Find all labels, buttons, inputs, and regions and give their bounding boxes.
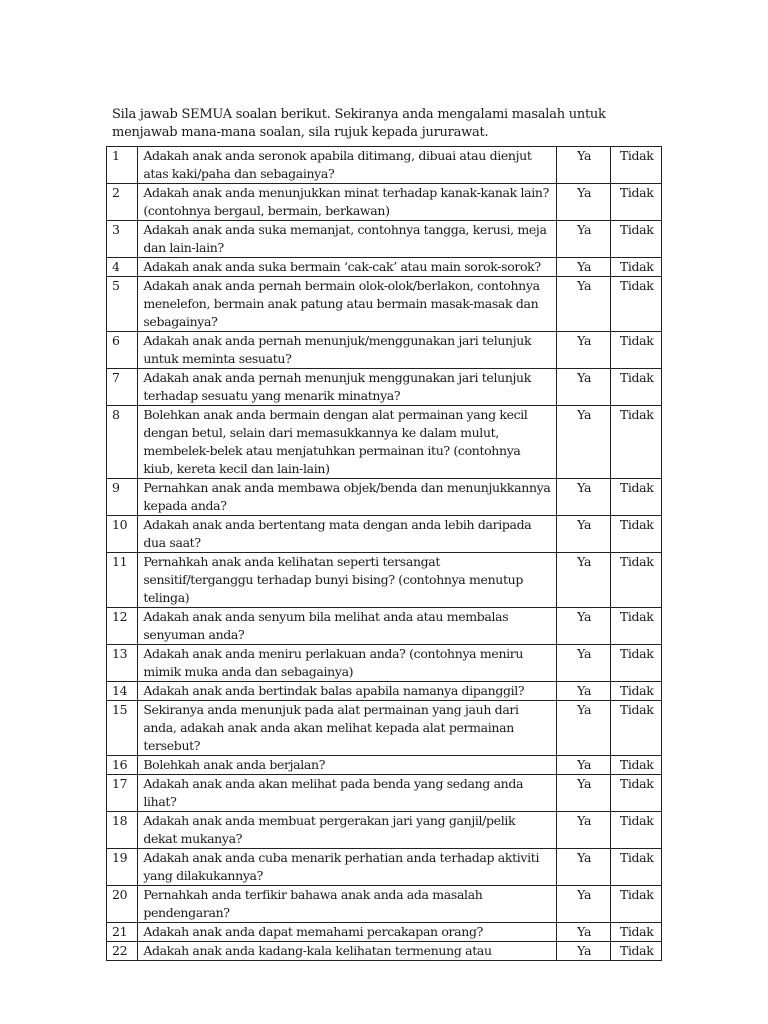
question-number: 6 bbox=[107, 332, 138, 369]
answer-yes-option[interactable]: Ya bbox=[556, 277, 611, 332]
question-text: Adakah anak anda bertindak balas apabila namanya dipanggil? bbox=[138, 682, 557, 701]
question-number: 21 bbox=[107, 923, 138, 942]
question-text: Adakah anak anda membuat pergerakan jari yang ganjil/pelik dekat mukanya? bbox=[138, 812, 557, 849]
question-row bbox=[107, 332, 662, 369]
answer-no-option[interactable]: Tidak bbox=[611, 942, 662, 961]
question-number: 4 bbox=[107, 258, 138, 277]
question-number: 16 bbox=[107, 756, 138, 775]
answer-no-option[interactable]: Tidak bbox=[611, 923, 662, 942]
question-text: Pernahkah anda terfikir bahawa anak anda ada masalah pendengaran? bbox=[138, 886, 557, 923]
answer-no-option[interactable]: Tidak bbox=[611, 645, 662, 682]
question-text: Adakah anak anda dapat memahami percakapan orang? bbox=[138, 923, 557, 942]
answer-no-option[interactable]: Tidak bbox=[611, 147, 662, 184]
question-text: Sekiranya anda menunjuk pada alat permainan yang jauh dari anda, adakah anak anda akan melihat kepada alat permainan tersebut? bbox=[138, 701, 557, 756]
answer-yes-option[interactable]: Ya bbox=[556, 553, 611, 608]
question-text: Adakah anak anda cuba menarik perhatian anda terhadap aktiviti yang dilakukannya? bbox=[138, 849, 557, 886]
answer-no-option[interactable]: Tidak bbox=[611, 701, 662, 756]
question-number: 14 bbox=[107, 682, 138, 701]
question-row bbox=[107, 608, 662, 645]
question-number: 22 bbox=[107, 942, 138, 961]
question-number: 12 bbox=[107, 608, 138, 645]
question-text: Adakah anak anda meniru perlakuan anda? (contohnya meniru mimik muka anda dan sebagainya) bbox=[138, 645, 557, 682]
question-number: 3 bbox=[107, 221, 138, 258]
question-row bbox=[107, 942, 662, 961]
question-row bbox=[107, 369, 662, 406]
question-text: Adakah anak anda bertentang mata dengan anda lebih daripada dua saat? bbox=[138, 516, 557, 553]
question-text: Adakah anak anda pernah bermain olok-olok/berlakon, contohnya menelefon, bermain anak patung atau bermain masak-masak dan sebagainya? bbox=[138, 277, 557, 332]
question-row bbox=[107, 406, 662, 479]
answer-yes-option[interactable]: Ya bbox=[556, 258, 611, 277]
answer-yes-option[interactable]: Ya bbox=[556, 923, 611, 942]
question-text: Pernahkan anak anda membawa objek/benda dan menunjukkannya kepada anda? bbox=[138, 479, 557, 516]
question-number: 10 bbox=[107, 516, 138, 553]
question-row bbox=[107, 849, 662, 886]
question-number: 17 bbox=[107, 775, 138, 812]
answer-yes-option[interactable]: Ya bbox=[556, 479, 611, 516]
answer-no-option[interactable]: Tidak bbox=[611, 608, 662, 645]
question-row bbox=[107, 258, 662, 277]
question-number: 20 bbox=[107, 886, 138, 923]
question-row bbox=[107, 756, 662, 775]
question-text: Adakah anak anda seronok apabila ditimang, dibuai atau dienjut atas kaki/paha dan sebagainya? bbox=[138, 147, 557, 184]
question-row bbox=[107, 812, 662, 849]
question-text: Adakah anak anda senyum bila melihat anda atau membalas senyuman anda? bbox=[138, 608, 557, 645]
answer-no-option[interactable]: Tidak bbox=[611, 479, 662, 516]
answer-yes-option[interactable]: Ya bbox=[556, 369, 611, 406]
answer-no-option[interactable]: Tidak bbox=[611, 332, 662, 369]
question-row bbox=[107, 277, 662, 332]
answer-yes-option[interactable]: Ya bbox=[556, 756, 611, 775]
answer-no-option[interactable]: Tidak bbox=[611, 369, 662, 406]
question-number: 9 bbox=[107, 479, 138, 516]
question-number: 15 bbox=[107, 701, 138, 756]
question-number: 1 bbox=[107, 147, 138, 184]
question-number: 18 bbox=[107, 812, 138, 849]
answer-yes-option[interactable]: Ya bbox=[556, 147, 611, 184]
question-text: Bolehkah anak anda berjalan? bbox=[138, 756, 557, 775]
answer-no-option[interactable]: Tidak bbox=[611, 756, 662, 775]
answer-yes-option[interactable]: Ya bbox=[556, 608, 611, 645]
answer-no-option[interactable]: Tidak bbox=[611, 849, 662, 886]
answer-yes-option[interactable]: Ya bbox=[556, 849, 611, 886]
answer-yes-option[interactable]: Ya bbox=[556, 775, 611, 812]
question-number: 5 bbox=[107, 277, 138, 332]
answer-no-option[interactable]: Tidak bbox=[611, 886, 662, 923]
question-row bbox=[107, 645, 662, 682]
instructions-text: Sila jawab SEMUA soalan berikut. Sekiranya anda mengalami masalah untuk menjawab mana-mana soalan, sila rujuk kepada jururawat. bbox=[112, 107, 606, 140]
answer-no-option[interactable]: Tidak bbox=[611, 277, 662, 332]
question-number: 8 bbox=[107, 406, 138, 479]
question-text: Bolehkan anak anda bermain dengan alat permainan yang kecil dengan betul, selain dari memasukkannya ke dalam mulut, membelek-belek atau menjatuhkan permainan itu? (contohnya kiub, kereta kecil dan lain-lain) bbox=[138, 406, 557, 479]
question-row bbox=[107, 221, 662, 258]
questionnaire-table bbox=[106, 146, 662, 961]
answer-no-option[interactable]: Tidak bbox=[611, 553, 662, 608]
answer-no-option[interactable]: Tidak bbox=[611, 406, 662, 479]
answer-no-option[interactable]: Tidak bbox=[611, 221, 662, 258]
question-row bbox=[107, 923, 662, 942]
question-text: Pernahkah anak anda kelihatan seperti tersangat sensitif/terganggu terhadap bunyi bising? (contohnya menutup telinga) bbox=[138, 553, 557, 608]
question-text: Adakah anak anda pernah menunjuk/menggunakan jari telunjuk untuk meminta sesuatu? bbox=[138, 332, 557, 369]
answer-yes-option[interactable]: Ya bbox=[556, 812, 611, 849]
answer-yes-option[interactable]: Ya bbox=[556, 645, 611, 682]
question-row bbox=[107, 775, 662, 812]
question-number: 11 bbox=[107, 553, 138, 608]
questionnaire-body bbox=[107, 147, 662, 961]
question-row bbox=[107, 701, 662, 756]
question-text: Adakah anak anda suka bermain ‘cak-cak’ atau main sorok-sorok? bbox=[138, 258, 557, 277]
question-number: 2 bbox=[107, 184, 138, 221]
question-row bbox=[107, 682, 662, 701]
answer-no-option[interactable]: Tidak bbox=[611, 184, 662, 221]
question-text: Adakah anak anda pernah menunjuk menggunakan jari telunjuk terhadap sesuatu yang menarik minatnya? bbox=[138, 369, 557, 406]
question-text: Adakah anak anda menunjukkan minat terhadap kanak-kanak lain? (contohnya bergaul, bermain, berkawan) bbox=[138, 184, 557, 221]
answer-yes-option[interactable]: Ya bbox=[556, 406, 611, 479]
answer-yes-option[interactable]: Ya bbox=[556, 701, 611, 756]
answer-yes-option[interactable]: Ya bbox=[556, 516, 611, 553]
answer-yes-option[interactable]: Ya bbox=[556, 332, 611, 369]
answer-yes-option[interactable]: Ya bbox=[556, 682, 611, 701]
question-row bbox=[107, 886, 662, 923]
answer-yes-option[interactable]: Ya bbox=[556, 221, 611, 258]
question-number: 7 bbox=[107, 369, 138, 406]
answer-no-option[interactable]: Tidak bbox=[611, 516, 662, 553]
answer-no-option[interactable]: Tidak bbox=[611, 258, 662, 277]
question-number: 19 bbox=[107, 849, 138, 886]
answer-no-option[interactable]: Tidak bbox=[611, 775, 662, 812]
answer-no-option[interactable]: Tidak bbox=[611, 812, 662, 849]
question-row bbox=[107, 516, 662, 553]
answer-yes-option[interactable]: Ya bbox=[556, 886, 611, 923]
question-number: 13 bbox=[107, 645, 138, 682]
answer-no-option[interactable]: Tidak bbox=[611, 682, 662, 701]
question-text: Adakah anak anda kadang-kala kelihatan termenung atau bbox=[138, 942, 557, 961]
question-text: Adakah anak anda suka memanjat, contohnya tangga, kerusi, meja dan lain-lain? bbox=[138, 221, 557, 258]
question-text: Adakah anak anda akan melihat pada benda yang sedang anda lihat? bbox=[138, 775, 557, 812]
answer-yes-option[interactable]: Ya bbox=[556, 184, 611, 221]
question-row bbox=[107, 147, 662, 184]
answer-yes-option[interactable]: Ya bbox=[556, 942, 611, 961]
question-row bbox=[107, 184, 662, 221]
question-row bbox=[107, 479, 662, 516]
question-row bbox=[107, 553, 662, 608]
